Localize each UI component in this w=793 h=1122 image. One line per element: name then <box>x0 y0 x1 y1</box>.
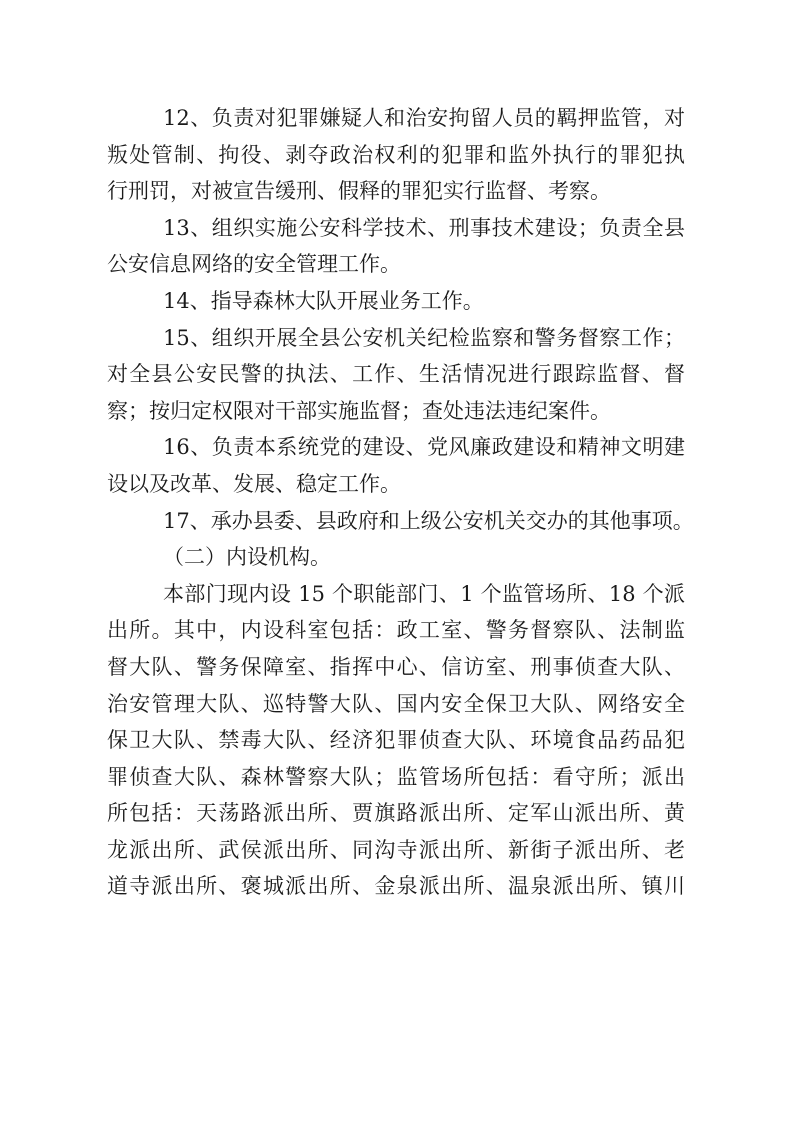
paragraph-line: 13、组织实施公安科学技术、刑事技术建设；负责全县 <box>163 215 685 240</box>
paragraph-line: 道寺派出所、褒城派出所、金泉派出所、温泉派出所、镇川 <box>107 874 685 899</box>
paragraph-item-12 <box>107 100 685 210</box>
paragraph-line: 保卫大队、禁毒大队、经济犯罪侦查大队、环境食品药品犯 <box>107 728 685 753</box>
paragraph-body <box>107 576 685 905</box>
paragraph-line: 12、负责对犯罪嫌疑人和治安拘留人员的羁押监管，对 <box>163 106 685 130</box>
paragraph-line: 治安管理大队、巡特警大队、国内安全保卫大队、网络安全 <box>107 691 685 716</box>
paragraph-line: 龙派出所、武侯派出所、同沟寺派出所、新街子派出所、老 <box>107 837 685 862</box>
paragraph-item-17 <box>107 503 694 540</box>
paragraph-item-16 <box>107 429 685 502</box>
paragraph-item-13 <box>107 210 685 283</box>
paragraph-line: 叛处管制、拘役、剥夺政治权利的犯罪和监外执行的罪犯执 <box>107 142 685 167</box>
section-heading <box>107 539 685 576</box>
paragraph-line: 公安信息网络的安全管理工作。 <box>107 252 401 277</box>
paragraph-line: 设以及改革、发展、稳定工作。 <box>107 471 401 496</box>
document-body <box>107 100 694 905</box>
paragraph-line: 出所。其中，内设科室包括：政工室、警务督察队、法制监 <box>107 618 685 643</box>
paragraph-line: 督大队、警务保障室、指挥中心、信访室、刑事侦查大队、 <box>107 654 685 679</box>
paragraph-line: 15、组织开展全县公安机关纪检监察和警务督察工作； <box>163 325 685 350</box>
section-heading-text: （二）内设机构。 <box>163 545 331 570</box>
paragraph-line: 17、承办县委、县政府和上级公安机关交办的其他事项。 <box>163 508 694 533</box>
paragraph-line: 16、负责本系统党的建设、党风廉政建设和精神文明建 <box>163 435 685 460</box>
paragraph-line: 行刑罚，对被宣告缓刑、假释的罪犯实行监督、考察。 <box>107 179 611 204</box>
paragraph-line: 罪侦查大队、森林警察大队；监管场所包括：看守所；派出 <box>107 764 685 789</box>
paragraph-line: 对全县公安民警的执法、工作、生活情况进行跟踪监督、督 <box>107 362 685 387</box>
paragraph-line: 本部门现内设 15 个职能部门、1 个监管场所、18 个派 <box>163 581 685 606</box>
paragraph-item-15 <box>107 320 685 430</box>
paragraph-line: 所包括：天荡路派出所、贾旗路派出所、定军山派出所、黄 <box>107 801 685 826</box>
paragraph-item-14 <box>107 283 685 320</box>
paragraph-line: 14、指导森林大队开展业务工作。 <box>163 288 484 313</box>
paragraph-line: 察；按归定权限对干部实施监督；查处违法违纪案件。 <box>107 398 611 423</box>
